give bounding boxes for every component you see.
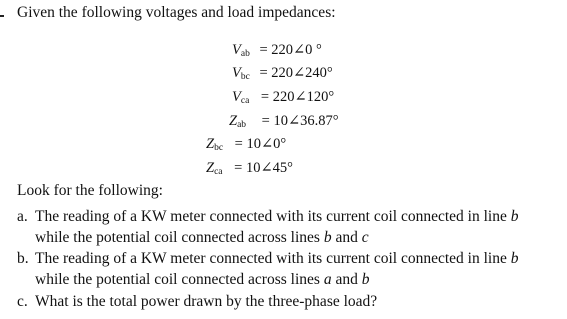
question-variable: b xyxy=(323,229,332,246)
equation-subscript: ca xyxy=(240,96,250,106)
question-text: The reading of a KW meter connected with its current coil connected in line xyxy=(35,250,511,267)
intro-text: Given the following voltages and load impedances: xyxy=(17,4,336,21)
question-variable: b xyxy=(361,271,370,288)
equation-subscript: bc xyxy=(240,72,250,82)
question-variable: a xyxy=(323,271,332,288)
question-variable: b xyxy=(510,250,519,267)
question-text: while the potential coil connected across lines xyxy=(35,229,324,246)
equation-vbc xyxy=(232,64,333,82)
equation-variable: Z xyxy=(229,113,238,129)
question-text: and xyxy=(331,271,362,288)
equation-zab xyxy=(229,112,339,130)
equation-value: = 10∠36.87° xyxy=(261,113,339,129)
equation-value: = 220∠120° xyxy=(260,89,335,105)
equation-value: = 220∠0 ° xyxy=(259,42,322,58)
equation-zbc xyxy=(206,135,286,153)
equation-subscript: bc xyxy=(214,143,224,153)
question-text: and xyxy=(331,229,362,246)
equation-variable: Z xyxy=(206,160,215,176)
equation-vca xyxy=(232,88,334,106)
question-line-2 xyxy=(35,228,369,247)
question-line-2 xyxy=(35,270,369,289)
look-for-heading: Look for the following: xyxy=(17,182,163,199)
equation-subscript: ab xyxy=(240,49,250,59)
question-line-1: What is the total power drawn by the three-phase load? xyxy=(35,293,378,310)
equation-value: = 10∠0° xyxy=(234,136,287,152)
equation-variable: V xyxy=(232,42,241,58)
question-marker: b. xyxy=(17,250,29,267)
equation-value: = 220∠240° xyxy=(259,65,333,81)
question-variable: c xyxy=(361,229,369,246)
equation-vab xyxy=(232,41,322,59)
equation-variable: Z xyxy=(206,136,215,152)
equation-variable: V xyxy=(232,65,241,81)
equation-variable: V xyxy=(232,89,241,105)
bullet-dash xyxy=(0,15,4,17)
question-line-1 xyxy=(35,249,518,268)
question-line-1 xyxy=(35,207,518,226)
equation-subscript: ca xyxy=(214,167,223,177)
question-marker: c. xyxy=(17,293,28,310)
question-variable: b xyxy=(510,208,519,225)
question-text: while the potential coil connected across lines xyxy=(35,271,324,288)
equation-subscript: ab xyxy=(237,120,247,130)
equation-value: = 10∠45° xyxy=(234,160,293,176)
equation-zca xyxy=(206,159,293,177)
question-text: The reading of a KW meter connected with its current coil connected in line xyxy=(35,208,511,225)
question-marker: a. xyxy=(17,208,28,225)
